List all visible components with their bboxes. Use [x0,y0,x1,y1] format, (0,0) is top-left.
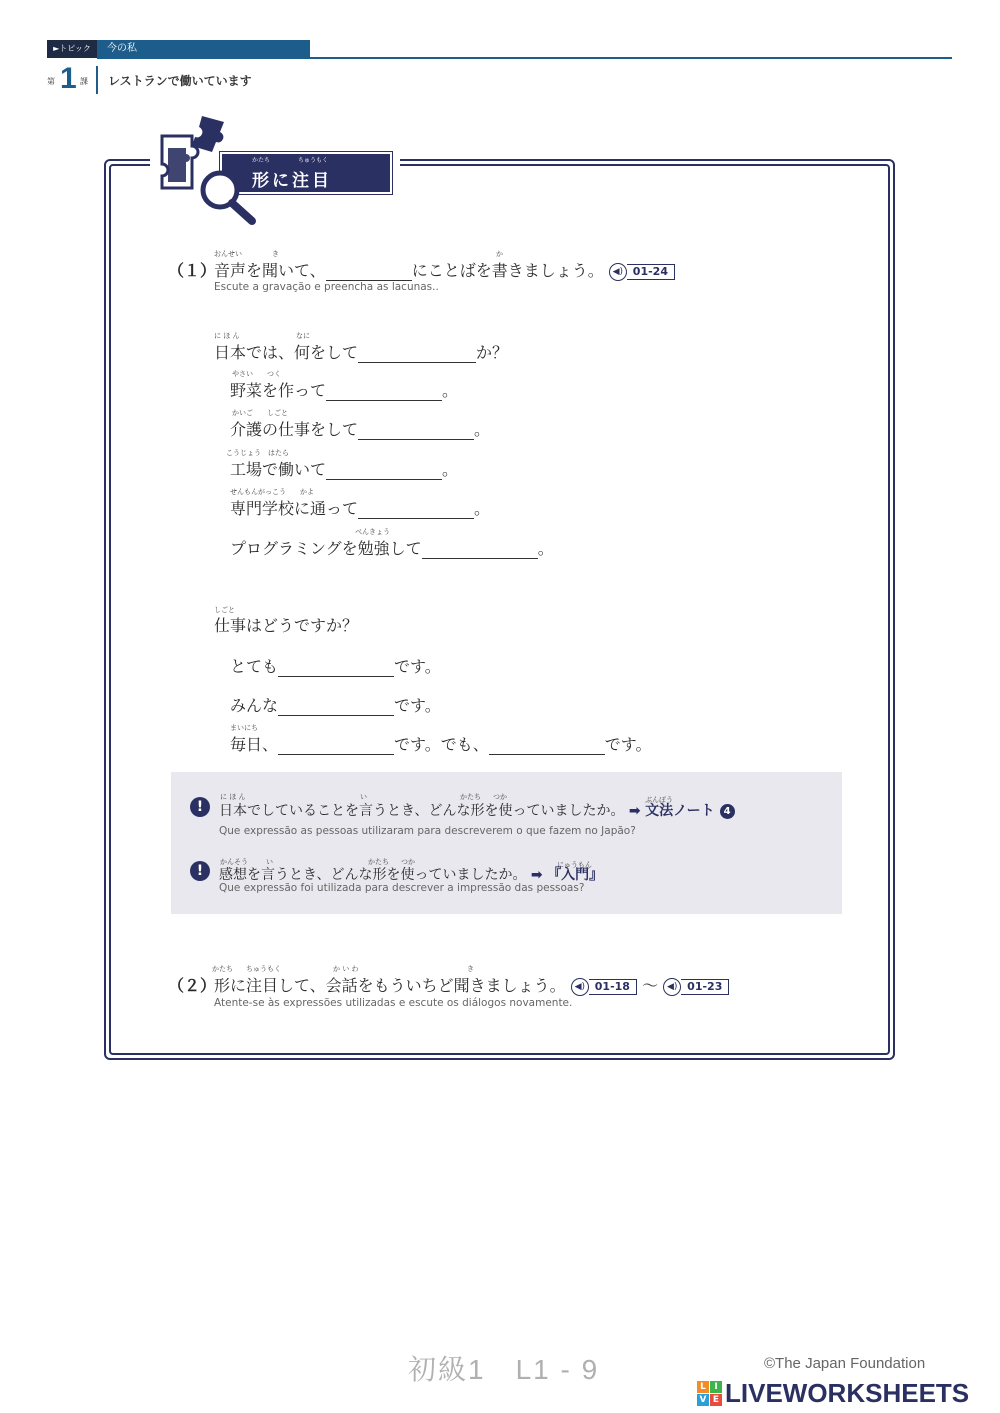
ruby: べんきょう [355,528,390,536]
item-text: 野菜を作って [230,381,327,400]
group1-question [214,340,508,363]
group1-text-a: 日本では、何をして [214,343,359,362]
copyright: ©The Japan Foundation [764,1355,926,1372]
link-label: 文法ノート [645,803,715,819]
item-mid: です。でも、 [394,735,489,754]
ruby: かんそう [220,858,248,866]
ruby: かたち [212,965,233,973]
item-text: 介護の仕事をして [230,420,359,439]
audio-track: 01-23 [681,979,729,995]
item-end: 。 [474,420,491,439]
lesson-title: レストランで働いています [108,74,252,88]
audio-track: 01-24 [627,264,675,280]
list-item [230,417,490,440]
item-end: 。 [442,381,459,400]
ruby: い [360,793,367,801]
item-text: とても [230,657,279,676]
ruby: き [272,250,279,258]
audio-track: 01-18 [589,979,637,995]
exclamation-icon: ! [190,797,210,817]
ruby: つか [401,858,415,866]
blank-line [278,740,394,755]
lesson-dai: 第 [47,77,55,86]
item-end: 。 [474,499,491,518]
q2-instruction [214,973,729,996]
logo-letter: I [710,1381,722,1393]
q1-instruction [214,258,675,281]
item-text: みんな [230,696,279,715]
speaker-icon: ◀) [663,978,681,996]
blank-line [326,266,412,281]
ruby: かいご しごと [232,409,288,417]
item-end: 。 [442,460,459,479]
logo-letter: V [697,1394,709,1406]
q1-translation: Escute a gravação e preencha as lacunas.. [214,281,439,293]
page-number: 初級1 L1 - 9 [408,1354,600,1385]
blank-line [326,386,442,401]
item-text: プログラミングを勉強して [230,539,422,558]
blank-line [326,465,442,480]
ruby: か [496,250,503,258]
logo-mark [697,1381,722,1406]
ruby: き [467,965,474,973]
topic-tag: ►トピック [47,40,97,58]
ruby: せんもんがっこう かよ [230,488,314,496]
ruby: ちゅうもく [246,965,281,973]
note2-text: 感想を言うとき、どんな形を使っていましたか。 [219,867,527,883]
ruby: にゅうもん [557,861,592,869]
puzzle-magnifier-icon [158,108,258,228]
audio-badge[interactable] [609,263,675,281]
logo-letter: E [710,1394,722,1406]
title-ruby-1: かたち [252,157,271,164]
liveworksheets-logo[interactable] [697,1378,969,1409]
topic-name: 今の私 [97,40,310,58]
ruby: おんせい [214,250,242,258]
note2-question [219,864,603,884]
item-end: です。 [394,696,441,715]
blank-line [489,740,605,755]
audio-badge[interactable] [571,978,637,996]
link-number: 4 [720,804,735,819]
blank-line [278,701,394,716]
ruby: に ほ ん [220,793,246,801]
list-item [230,732,651,755]
group2-question: 仕事はどうですか？ [214,616,359,635]
ruby: ぶんぽう [645,796,673,804]
q1-number: （１） [168,261,217,280]
blank-line [358,348,476,363]
logo-text: LIVEWORKSHEETS [725,1378,970,1408]
lesson-divider [96,66,98,94]
ruby: に ほ ん [214,332,240,340]
title-ruby-2: ちゅうもく [298,157,329,164]
ruby: しごと [214,606,235,614]
group1-text-b: か？ [476,343,509,362]
item-text: 専門学校に通って [230,499,359,518]
arrow-right-icon: ➡ [530,867,543,883]
grammar-note-link[interactable] [645,803,734,819]
item-end: です。 [394,657,441,676]
ruby: かたち [368,858,389,866]
list-item [230,378,458,401]
blank-line [278,662,394,677]
ruby: つか [493,793,507,801]
q2-translation: Atente-se às expressões utilizadas e escute os diálogos novamente. [214,997,573,1009]
ruby: こうじょう はたら [226,449,289,457]
lesson-ka: 課 [80,77,88,86]
audio-badge[interactable] [663,978,729,996]
note1-translation: Que expressão as pessoas utilizaram para descreverem o que fazem no Japão? [219,825,636,837]
blank-line [422,544,538,559]
ruby: い [266,858,273,866]
item-end: 。 [537,539,554,558]
speaker-icon: ◀) [571,978,589,996]
list-item [230,654,441,677]
q1-text-b: にことばを書きましょう。 [411,261,604,280]
note1-question [219,800,735,820]
q1-text-a: 音声を聞いて、 [214,261,326,280]
range-tilde: ～ [642,976,659,995]
exclamation-icon: ! [190,861,210,881]
blank-line [358,425,474,440]
blank-line [358,504,474,519]
list-item [230,693,441,716]
list-item [230,496,490,519]
header-rule [97,57,952,59]
nyumon-link[interactable]: 『入門』 [547,867,604,883]
ruby: か い わ [333,965,359,973]
ruby: やさい つく [232,370,281,378]
list-item [230,536,554,559]
item-text: 毎日、 [230,735,279,754]
ruby: なに [296,332,310,340]
arrow-right-icon: ➡ [628,803,641,819]
list-item [230,457,458,480]
logo-letter: L [697,1381,709,1393]
item-end: です。 [604,735,652,754]
q2-number: （２） [168,976,217,995]
speaker-icon: ◀) [609,263,627,281]
ruby: まいにち [230,724,258,732]
item-text: 工場で働いて [230,460,327,479]
lesson-number: 1 [60,62,77,95]
ruby: かたち [460,793,481,801]
note1-text: 日本でしていることを言うとき、どんな形を使っていましたか。 [219,803,625,819]
note2-translation: Que expressão foi utilizada para descrever a impressão das pessoas? [219,882,585,894]
section-title: 形に注目 [252,171,332,191]
q2-text: 形に注目して、会話をもういちど聞きましょう。 [214,976,566,995]
